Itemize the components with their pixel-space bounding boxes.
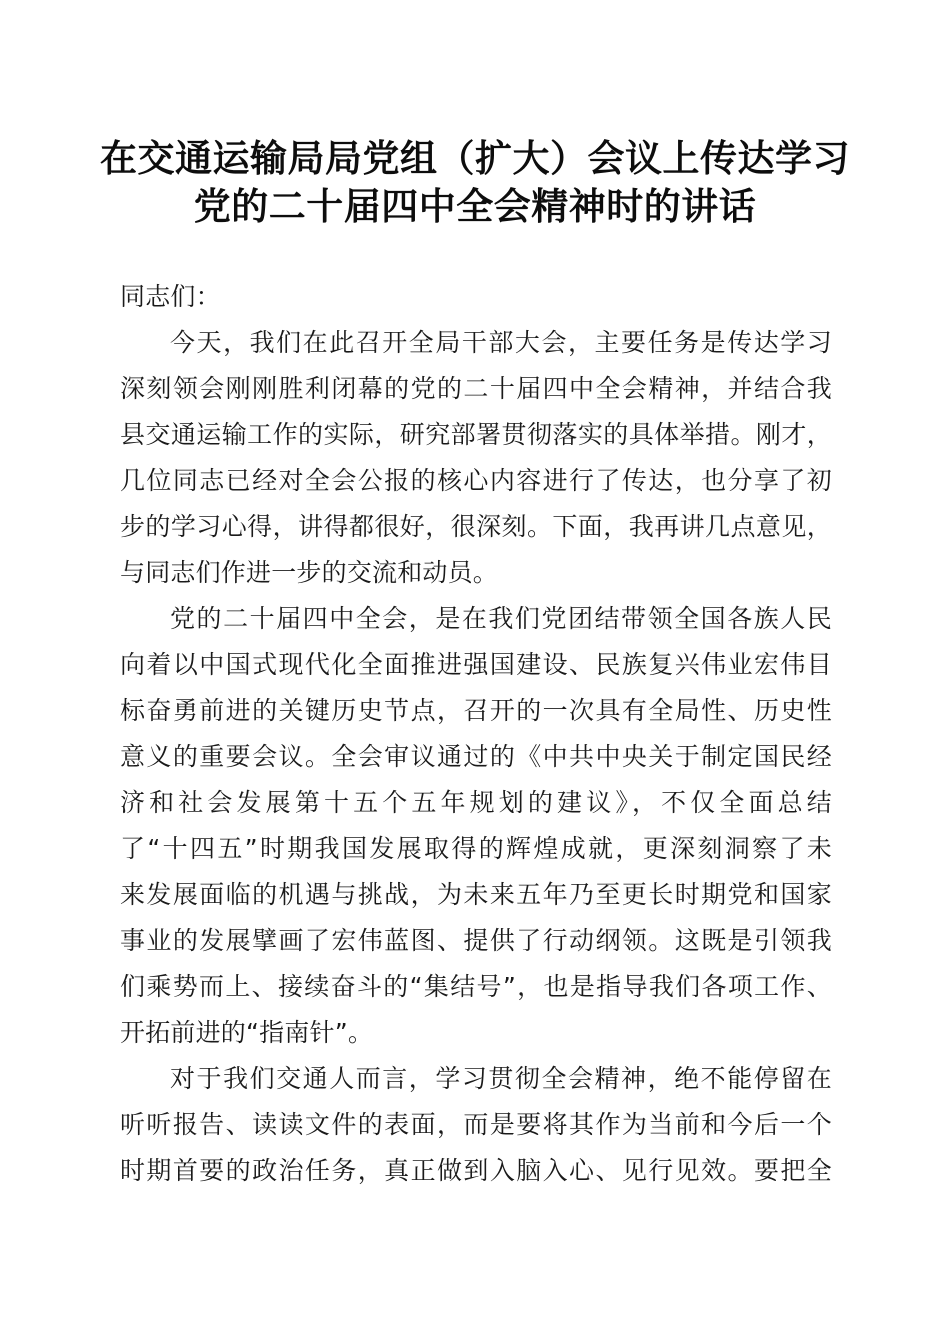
paragraph-2-line: 来发展面临的机遇与挑战，为未来五年乃至更长时期党和国家	[120, 880, 832, 909]
paragraph-1-line: 步的学习心得，讲得都很好，很深刻。下面，我再讲几点意见，	[120, 512, 832, 541]
paragraph-1-line: 几位同志已经对全会公报的核心内容进行了传达，也分享了初	[120, 466, 832, 495]
paragraph-3-line: 时期首要的政治任务，真正做到入脑入心、见行见效。要把全	[120, 1156, 832, 1185]
paragraph-2-line: 济和社会发展第十五个五年规划的建议》，不仅全面总结	[120, 788, 832, 817]
document-title-line-2: 党的二十届四中全会精神时的讲话	[193, 184, 757, 228]
paragraph-2-line: 开拓前进的“指南针”。	[120, 1018, 374, 1047]
paragraph-2-line: 标奋勇前进的关键历史节点，召开的一次具有全局性、历史性	[120, 696, 832, 725]
paragraph-2-line: 党的二十届四中全会，是在我们党团结带领全国各族人民	[170, 604, 832, 633]
paragraph-3-line: 听听报告、读读文件的表面，而是要将其作为当前和今后一个	[120, 1110, 832, 1139]
document-title-line-1: 在交通运输局局党组（扩大）会议上传达学习	[100, 136, 850, 180]
paragraph-2-line: 意义的重要会议。全会审议通过的《中共中央关于制定国民经	[120, 742, 832, 771]
paragraph-3-line: 对于我们交通人而言，学习贯彻全会精神，绝不能停留在	[170, 1064, 832, 1093]
paragraph-1-line: 县交通运输工作的实际，研究部署贯彻落实的具体举措。刚才，	[120, 420, 832, 449]
paragraph-2-line: 事业的发展擘画了宏伟蓝图、提供了行动纲领。这既是引领我	[120, 926, 832, 955]
salutation: 同志们：	[120, 282, 221, 311]
document-body	[120, 274, 832, 1194]
paragraph-2-line: 们乘势而上、接续奋斗的“集结号”，也是指导我们各项工作、	[120, 972, 832, 1001]
paragraph-1-line: 深刻领会刚刚胜利闭幕的党的二十届四中全会精神，并结合我	[120, 374, 832, 403]
paragraph-2-line: 了“十四五”时期我国发展取得的辉煌成就，更深刻洞察了未	[120, 834, 832, 863]
paragraph-1-line: 今天，我们在此召开全局干部大会，主要任务是传达学习	[170, 328, 832, 357]
paragraph-1-line: 与同志们作进一步的交流和动员。	[120, 558, 499, 587]
paragraph-2-line: 向着以中国式现代化全面推进强国建设、民族复兴伟业宏伟目	[120, 650, 832, 679]
